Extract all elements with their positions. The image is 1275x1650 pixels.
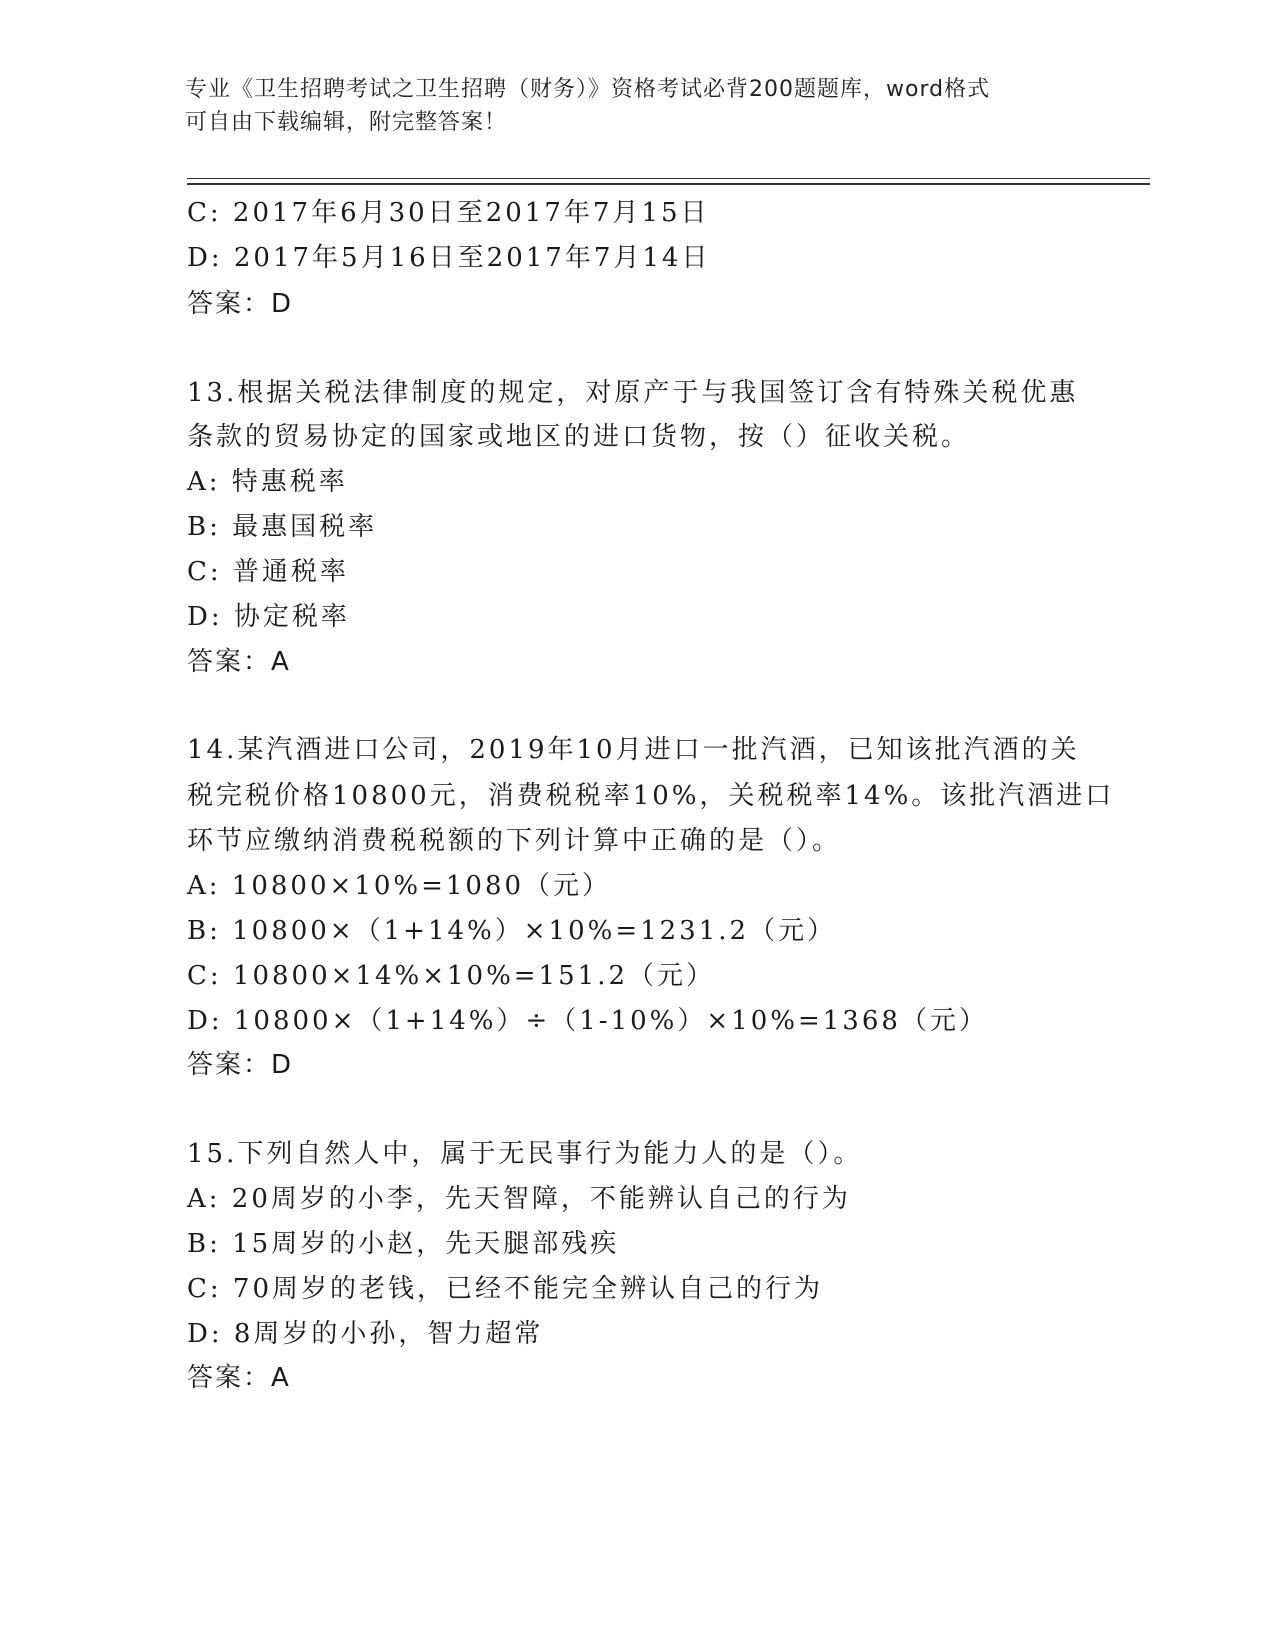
q13-option-c: C: 普通税率	[187, 557, 349, 587]
q15-option-a: A: 20周岁的小李，先天智障，不能辨认自己的行为	[187, 1184, 851, 1214]
q12-answer: 答案：D	[187, 289, 294, 319]
q14-option-a: A: 10800×10%=1080（元）	[187, 871, 612, 901]
q15-option-b: B: 15周岁的小赵，先天腿部残疾	[187, 1229, 620, 1259]
q13-stem-line-2: 条款的贸易协定的国家或地区的进口货物，按（）征收关税。	[187, 422, 971, 452]
q14-stem-line-1: 14.某汽酒进口公司，2019年10月进口一批汽酒，已知该批汽酒的关	[187, 735, 1080, 765]
document-header	[185, 73, 1065, 139]
q14-option-b: B: 10800×（1+14%）×10%=1231.2（元）	[187, 916, 837, 946]
q15-option-d: D: 8周岁的小孙，智力超常	[187, 1319, 544, 1349]
q14-option-c: C: 10800×14%×10%=151.2（元）	[187, 961, 715, 991]
q13-answer: 答案：A	[187, 647, 291, 677]
header-divider-thin	[187, 178, 1150, 179]
q14-answer: 答案：D	[187, 1050, 294, 1080]
q14-option-d: D: 10800×（1+14%）÷（1-10%）×10%=1368（元）	[187, 1006, 988, 1036]
header-line-2: 可自由下载编辑，附完整答案！	[185, 110, 508, 135]
q14-stem-line-3: 环节应缴纳消费税税额的下列计算中正确的是（）。	[187, 826, 842, 856]
q13-stem-line-1: 13.根据关税法律制度的规定，对原产于与我国签订含有特殊关税优惠	[187, 378, 1079, 408]
header-divider-thick	[187, 183, 1150, 185]
q12-option-d: D: 2017年5月16日至2017年7月14日	[187, 243, 711, 273]
q14-stem-line-2: 税完税价格10800元，消费税税率10%，关税税率14%。该批汽酒进口	[187, 781, 1115, 811]
header-line-1: 专业《卫生招聘考试之卫生招聘（财务）》资格考试必背200题题库，word格式	[185, 77, 991, 102]
q15-stem-line-1: 15.下列自然人中，属于无民事行为能力人的是（）。	[187, 1139, 863, 1169]
q13-option-d: D: 协定税率	[187, 602, 350, 632]
q15-answer: 答案：A	[187, 1363, 291, 1393]
q13-option-b: B: 最惠国税率	[187, 512, 378, 542]
q12-option-c: C: 2017年6月30日至2017年7月15日	[187, 198, 710, 228]
q15-option-c: C: 70周岁的老钱，已经不能完全辨认自己的行为	[187, 1274, 824, 1304]
q13-option-a: A: 特惠税率	[187, 467, 348, 497]
